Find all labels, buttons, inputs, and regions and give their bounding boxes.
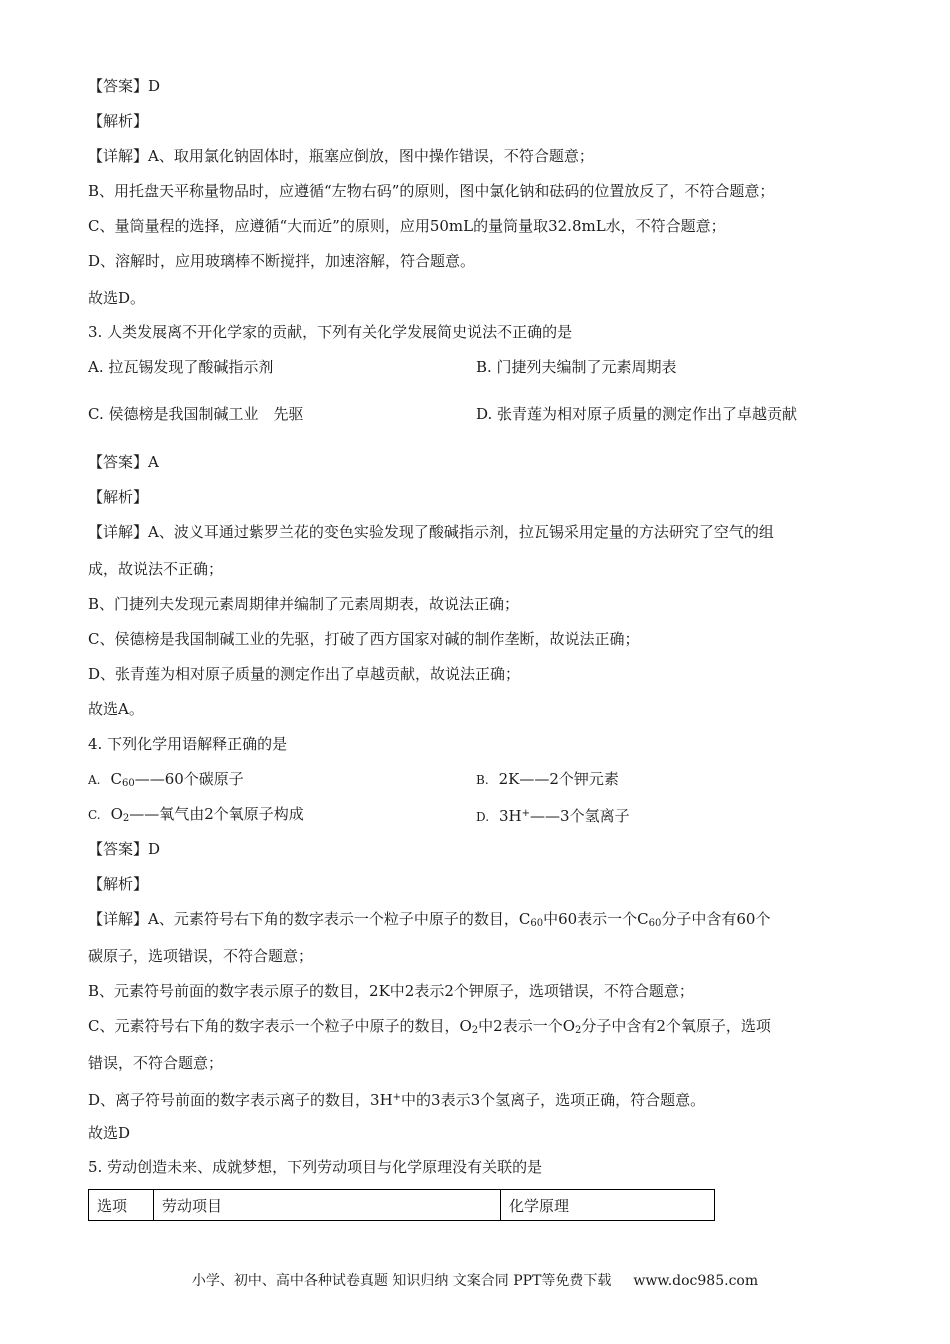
page-footer bbox=[0, 1270, 950, 1290]
detail-text: C、侯德榜是我国制碱工业的先驱，打破了西方国家对碱的制作垄断，故说法正确； bbox=[88, 630, 640, 648]
detail-line bbox=[88, 1016, 771, 1041]
option-letter: D. bbox=[476, 810, 490, 824]
question-stem: 5. 劳动创造未来、成就梦想，下列劳动项目与化学原理没有关联的是 bbox=[88, 1158, 543, 1176]
subscript: 60 bbox=[121, 778, 135, 789]
table-header-cell: 选项 bbox=[89, 1190, 154, 1221]
detail-text: 错误，不符合题意； bbox=[88, 1054, 224, 1072]
option-letter: C. bbox=[88, 808, 101, 822]
conclusion: 故选D。 bbox=[88, 289, 146, 307]
detail-line bbox=[88, 522, 774, 542]
option-text: ——氧气由2个氧原子构成 bbox=[129, 805, 304, 823]
detail-text: 碳原子，选项错误，不符合题意； bbox=[88, 947, 314, 965]
answer-tag: 【答案】 bbox=[88, 77, 149, 95]
detail-line bbox=[88, 909, 770, 934]
option-text: ——2个钾元素 bbox=[519, 770, 619, 788]
detail-text: 中60表示一个C bbox=[543, 910, 649, 928]
detail-text: 中的3表示3个氢离子，选项正确，符合题意。 bbox=[401, 1091, 706, 1109]
option-letter: A. bbox=[88, 773, 101, 787]
detail-line bbox=[88, 1088, 705, 1110]
question-stem: 3. 人类发展离不开化学家的贡献，下列有关化学发展简史说法不正确的是 bbox=[88, 323, 573, 341]
options-table bbox=[88, 1189, 715, 1221]
option-b: B. 门捷列夫编制了元素周期表 bbox=[476, 358, 677, 376]
formula: C bbox=[110, 770, 122, 788]
detail-text: B、门捷列夫发现元素周期律并编制了元素周期表，故说法正确； bbox=[88, 595, 520, 613]
detail-text: 成，故说法不正确； bbox=[88, 560, 224, 578]
option-d: D. 张青莲为相对原子质量的测定作出了卓越贡献 bbox=[476, 405, 798, 423]
answer-line bbox=[88, 452, 159, 472]
answer-value: D bbox=[148, 77, 161, 95]
answer-value: A bbox=[148, 453, 159, 471]
detail-text: 分子中含有2个氧原子，选项 bbox=[581, 1017, 771, 1035]
answer-tag: 【答案】 bbox=[88, 840, 149, 858]
detail-tag: 【详解】 bbox=[88, 910, 149, 928]
detail-text: C、元素符号右下角的数字表示一个粒子中原子的数目，O bbox=[88, 1017, 472, 1035]
option-b bbox=[476, 769, 619, 790]
detail-tag: 【详解】 bbox=[88, 147, 149, 165]
detail-text: 中2表示一个O bbox=[478, 1017, 575, 1035]
detail-text: A、波义耳通过紫罗兰花的变色实验发现了酸碱指示剂，拉瓦锡采用定量的方法研究了空气的组 bbox=[148, 523, 774, 541]
table-header-cell: 劳动项目 bbox=[154, 1190, 501, 1221]
table-header-row bbox=[89, 1190, 715, 1221]
formula: O bbox=[110, 805, 123, 823]
option-a: A. 拉瓦锡发现了酸碱指示剂 bbox=[88, 358, 274, 376]
conclusion: 故选A。 bbox=[88, 700, 144, 718]
formula: 3H bbox=[499, 807, 522, 825]
option-c: C. 侯德榜是我国制碱工业 先驱 bbox=[88, 405, 304, 423]
detail-text: D、张青莲为相对原子质量的测定作出了卓越贡献，故说法正确； bbox=[88, 665, 521, 683]
formula: 2K bbox=[498, 770, 520, 788]
answer-tag: 【答案】 bbox=[88, 453, 149, 471]
subscript: 2 bbox=[471, 1025, 479, 1036]
superscript: + bbox=[392, 1092, 402, 1103]
detail-text: 分子中含有60个 bbox=[661, 910, 771, 928]
footer-link[interactable]: www.doc985.com bbox=[633, 1273, 759, 1289]
detail-text: A、取用氯化钠固体时，瓶塞应倒放，图中操作错误，不符合题意； bbox=[148, 147, 594, 165]
option-letter: B. bbox=[476, 773, 489, 787]
option-text: ——60个碳原子 bbox=[134, 770, 244, 788]
subscript: 60 bbox=[530, 918, 544, 929]
answer-line bbox=[88, 76, 160, 96]
option-a bbox=[88, 769, 244, 794]
subscript: 2 bbox=[122, 813, 130, 824]
subscript: 60 bbox=[648, 918, 662, 929]
detail-text: D、离子符号前面的数字表示离子的数目，3H bbox=[88, 1091, 393, 1109]
option-c bbox=[88, 804, 304, 829]
subscript: 2 bbox=[575, 1025, 582, 1036]
analysis-tag: 【解析】 bbox=[88, 112, 149, 130]
detail-text: B、用托盘天平称量物品时，应遵循“左物右码”的原则，图中氯化钠和砝码的位置放反了，不符合题意； bbox=[88, 182, 775, 200]
table-header-cell: 化学原理 bbox=[501, 1190, 715, 1221]
option-d bbox=[476, 804, 630, 827]
detail-text: A、元素符号右下角的数字表示一个粒子中原子的数目，C bbox=[148, 910, 531, 928]
detail-tag: 【详解】 bbox=[88, 523, 149, 541]
analysis-tag: 【解析】 bbox=[88, 875, 149, 893]
superscript: + bbox=[521, 808, 531, 819]
question-stem: 4. 下列化学用语解释正确的是 bbox=[88, 735, 288, 753]
answer-value: D bbox=[148, 840, 161, 858]
option-text: ——3个氢离子 bbox=[530, 807, 630, 825]
detail-text: B、元素符号前面的数字表示原子的数目，2K中2表示2个钾原子，选项错误，不符合题意； bbox=[88, 982, 694, 1000]
footer-text: 小学、初中、高中各种试卷真题 知识归纳 文案合同 PPT等免费下载 bbox=[191, 1273, 612, 1289]
analysis-tag: 【解析】 bbox=[88, 488, 149, 506]
answer-line bbox=[88, 839, 160, 859]
detail-line bbox=[88, 146, 594, 166]
detail-text: D、溶解时，应用玻璃棒不断搅拌，加速溶解，符合题意。 bbox=[88, 252, 476, 270]
conclusion: 故选D bbox=[88, 1124, 131, 1142]
detail-text: C、量筒量程的选择，应遵循“大而近”的原则，应用50mL的量筒量取32.8mL水，不符合题意； bbox=[88, 217, 726, 235]
